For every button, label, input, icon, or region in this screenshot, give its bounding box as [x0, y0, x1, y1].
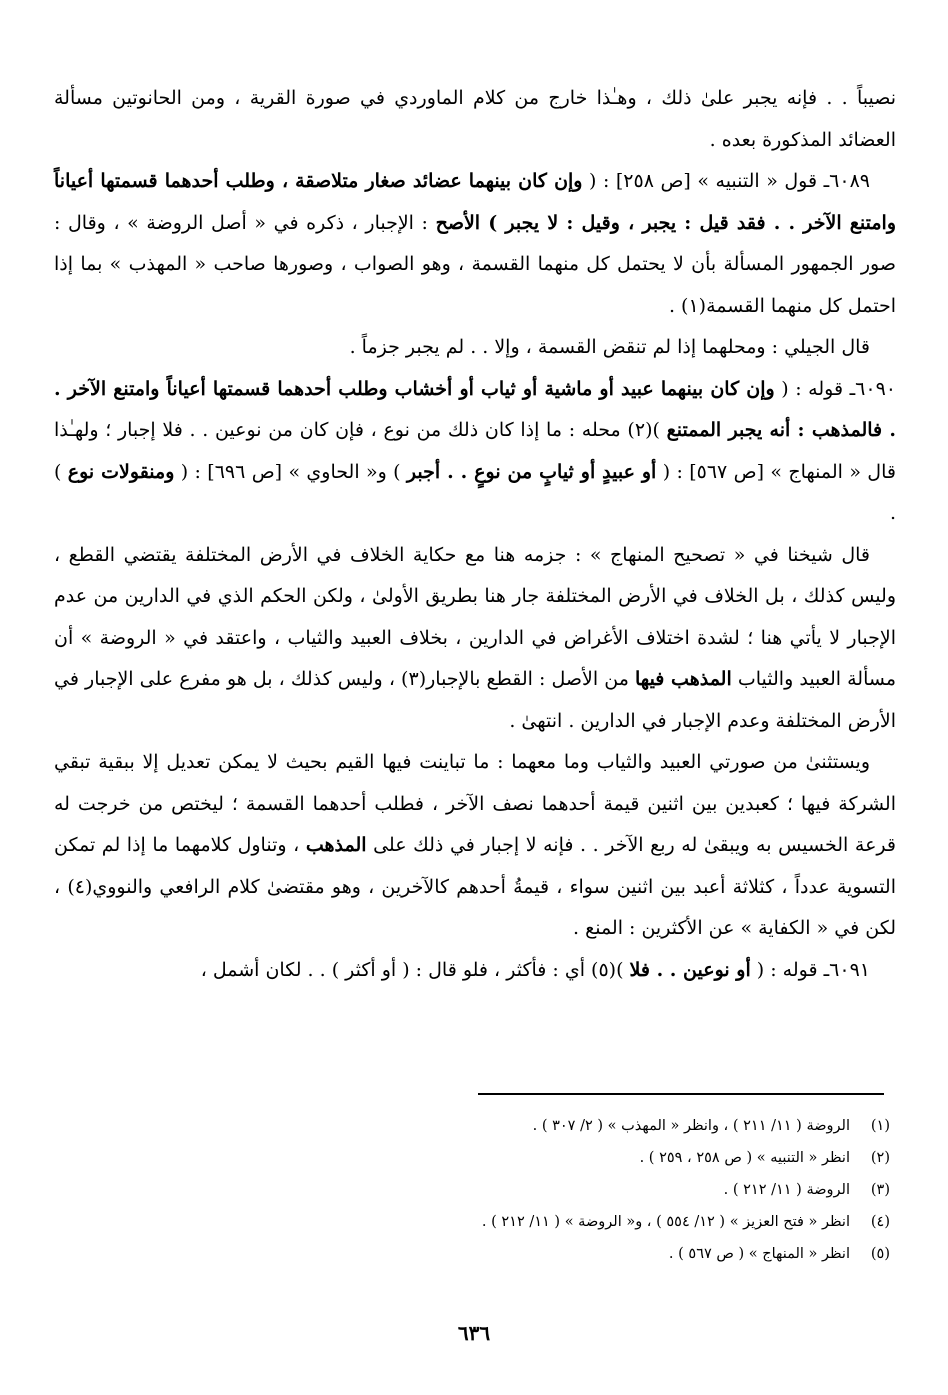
page-number: ٦٣٦ [457, 1321, 491, 1345]
footnote: (٥)انظر « المنهاج » ( ص ٥٦٧ ) . [668, 1246, 890, 1262]
footnote: (٤)انظر « فتح العزيز » ( ١٢/ ٥٥٤ ) ، و« الروضة » ( ١١/ ٢١٢ ) . [481, 1214, 890, 1230]
paragraph-exception: ويستثنىٰ من صورتي العبيد والثياب وما معهما : ما تباينت فيها القيم بحيث لا يمكن تعديل إلا ببقية تبقي الشركة فيها ؛ كعبدين بين اثنين قيمة أحدهما نصف الآخر ، فطلب أحدهما القسمة ؛ ليختص من خرجت له قرعة الخسيس به ويبقىٰ له ربع الآخر . . فإنه لا إجبار في ذلك على المذهب ، وتناول كلامهما ما إذا لم تمكن التسوية عدداً ، كثلاثة أعبد بين اثنين سواء ، قيمةُ أحدهم كالآخرين ، وهو مقتضىٰ كلام الرافعي والنووي(٤) ، لكن في « الكفاية » عن الأكثرين : المنع . [54, 751, 896, 939]
footnote-separator [478, 1093, 884, 1095]
footnote: (١)الروضة ( ١١/ ٢١١ ) ، وانظر « المهذب » ( ٢/ ٣٠٧ ) . [532, 1118, 890, 1134]
paragraph-6091: ٦٠٩١ـ قوله : ( أو نوعين . . فلا )(٥) أي : فأكثر ، فلو قال : ( أو أكثر ) . . لكان أشمل ، [200, 958, 870, 981]
main-text [54, 78, 896, 991]
footnote: (٢)انظر « التنبيه » ( ص ٢٥٨ ، ٢٥٩ ) . [639, 1150, 890, 1166]
paragraph-1: نصيباً . . فإنه يجبر علىٰ ذلك ، وهـٰذا خارج من كلام الماوردي في صورة القرية ، ومن الحانوتين مسألة العضائد المذكورة بعده . [54, 87, 896, 151]
paragraph-6090: ٦٠٩٠ـ قوله : ( وإن كان بينهما عبيد أو ماشية أو ثياب أو أخشاب وطلب أحدهما قسمتها أعياناً وامتنع الآخر . . فالمذهب : أنه يجبر الممتنع )(٢) محله : ما إذا كان ذلك من نوع ، فإن كان من نوعين . . فلا إجبار ؛ ولهـٰذا قال « المنهاج » [ص ٥٦٧] : ( أو عبيدٍ أو ثيابٍ من نوعٍ . . أجبر ) و« الحاوي » [ص ٦٩٦] : ( ومنقولات نوع ) . [54, 377, 896, 524]
paragraph-sheikh: قال شيخنا في « تصحيح المنهاج » : جزمه هنا مع حكاية الخلاف في الأرض المختلفة يقتضي القطع ، وليس كذلك ، بل الخلاف في الأرض المختلفة جار هنا بطريق الأولىٰ ، ولكن الحكم الذي في الدارين من عدم الإجبار لا يأتي هنا ؛ لشدة اختلاف الأغراض في الدارين ، بخلاف العبيد والثياب ، واعتقد في « الروضة » أن مسألة العبيد والثياب المذهب فيها من الأصل : القطع بالإجبار(٣) ، وليس كذلك ، بل هو مفرع على الإجبار في الأرض المختلفة وعدم الإجبار في الدارين . انتهىٰ . [54, 543, 897, 732]
footnote: (٣)الروضة ( ١١/ ٢١٢ ) . [723, 1182, 890, 1198]
paragraph-jili: قال الجيلي : ومحلهما إذا لم تنقض القسمة ، وإلا . . لم يجبر جزماً . [349, 336, 870, 358]
paragraph-6089: ٦٠٨٩ـ قول « التنبيه » [ص ٢٥٨] : ( وإن كان بينهما عضائد صغار متلاصقة ، وطلب أحدهما قسمتها أعياناً وامتنع الآخر . . فقد قيل : يجبر ، وقيل : لا يجبر ) الأصح : الإجبار ، ذكره في « أصل الروضة » ، وقال : صور الجمهور المسألة بأن لا يحتمل كل منهما القسمة ، وهو الصواب ، وصورها صاحب « المهذب » بما إذا احتمل كل منهما القسمة(١) . [54, 170, 896, 317]
footnotes [300, 1110, 890, 1270]
